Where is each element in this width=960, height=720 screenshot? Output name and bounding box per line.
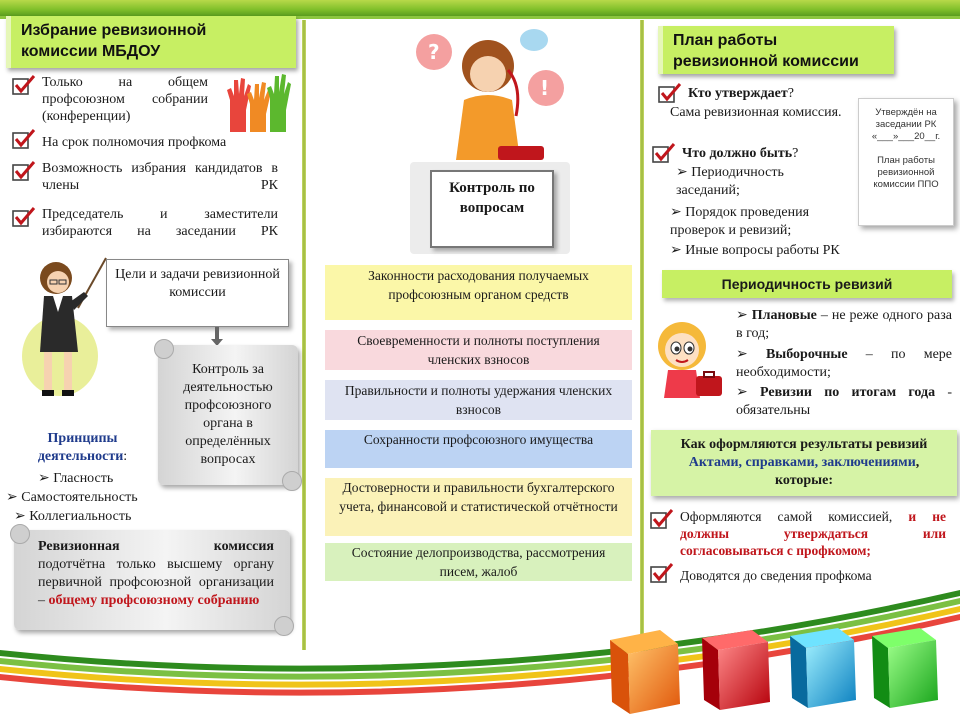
what-mark: ? [792,146,799,161]
control-row-1: Законности расходования получаемых профсоюзным органом средств [325,265,632,320]
doc-approved: Утверждён на заседании РК [875,107,937,130]
checkbox-icon [650,508,674,530]
plan-document-card [858,98,954,226]
principle-1: ➢ Гласность [38,471,114,486]
what-question: Что должно быть [682,146,793,161]
what-sub-3: ➢ Иные вопросы работы РК [670,243,840,258]
left-item-1-text: Только на общем профсоюзном собрании (конференции) [42,75,208,124]
what-sub-2: ➢ Порядок проведения проверок и ревизий; [670,205,810,238]
control-row-2: Своевременности и полноты поступления членских взносов [325,330,632,370]
what-sub-1-text: Периодичность заседаний; [676,165,784,198]
what-sub-3-text: Иные вопросы работы РК [685,243,840,258]
middle-control-title: Контроль по вопросам [430,170,554,248]
raised-hands-icon [224,70,300,134]
who-approves-item [658,82,848,104]
result-item-1-text [680,508,946,559]
results-tail: , которые: [775,455,920,488]
top-green-band [0,0,960,16]
periodicity-3-bold: Ревизии по итогам года [759,385,936,400]
who-mark: ? [787,86,794,101]
principles-colon: : [123,449,128,464]
periodicity-title: Периодичность ревизий [662,270,952,298]
principle-3: ➢ Коллегиальность [14,509,132,524]
control-row-3: Правильности и полноты удержания членских взносов [325,380,632,420]
result-item-1-red: и не должны утверждаться или согласовываться с профкомом; [680,509,946,558]
teacher-illustration [20,252,116,402]
control-row-6: Состояние делопроизводства, рассмотрения писем, жалоб [325,543,632,581]
checkbox-icon [658,82,682,104]
left-item-3-text: Возможность избрания кандидатов в члены РК [42,161,278,193]
arrow-down-icon [210,327,224,347]
result-item-2-text: Доводятся до сведения профкома [680,568,872,583]
checkbox-icon [652,142,676,164]
control-row-4: Сохранности профсоюзного имущества [325,430,632,468]
result-item-1 [650,508,952,559]
principle-1-text: Гласность [53,471,114,486]
result-item-1-normal: Оформляются самой комиссией, [680,509,909,524]
what-sub-2-text: Порядок проведения проверок и ревизий; [670,205,810,238]
left-column-divider [302,20,306,650]
periodicity-3-rest: - обязательны [736,385,952,418]
report-scroll-part1: Ревизионная комиссия [38,539,274,554]
principle-2-text: Самостоятельность [21,490,138,505]
checkbox-icon [12,74,36,96]
right-panel-title: План работы ревизионной комиссии [658,26,894,74]
report-scroll-part3: общему профсоюзному собранию [48,593,260,608]
result-item-2 [650,562,952,584]
svg-text:!: ! [540,76,550,100]
periodicity-1-rest: – не реже одного раза в год; [736,308,952,341]
periodicity-2-bold: Выборочные [765,347,848,362]
results-answer: Актами, справками, заключениями [688,455,916,470]
control-row-5: Достоверности и правильности бухгалтерского учета, финансовой и статистической отчётности [325,478,632,536]
girl-with-bag-illustration [652,318,728,402]
checkbox-icon [12,128,36,150]
who-question: Кто утверждает [688,86,788,101]
left-item-4-text: Председатель и заместители избираются на заседании РК [42,207,278,239]
phone-woman-illustration [412,26,572,166]
what-sub-1: ➢ Периодичность заседаний; [676,165,784,198]
colored-cubes-decoration [600,618,960,720]
checkbox-icon [650,562,674,584]
periodicity-3: ➢ Ревизии по итогам года - обязательны [736,385,952,418]
right-column-divider [640,20,644,650]
results-box [651,430,957,496]
periodicity-2-rest: – по мере необходимости; [736,347,953,380]
left-item-3 [12,160,278,194]
principle-2: ➢ Самостоятельность [6,490,138,505]
goals-box: Цели и задачи ревизионной комиссии [106,259,289,327]
checkbox-icon [12,206,36,228]
periodicity-1-bold: Плановые [751,308,817,323]
periodicity-1: ➢ Плановые – не реже одного раза в год; [736,308,952,341]
left-item-2-text: На срок полномочия профкома [42,135,227,150]
principle-3-text: Коллегиальность [29,509,132,524]
doc-plan: План работы ревизионной комиссии ППО [873,155,939,190]
report-scroll-part2: подотчётна только высшему органу первичной профсоюзной организации – [38,557,274,608]
checkbox-icon [12,160,36,182]
doc-date: «___»___20__г. [871,131,941,142]
control-scroll: Контроль за деятельностью профсоюзного органа в определённых вопросах [158,345,298,485]
what-item [652,142,852,164]
left-item-4 [12,206,278,240]
principles-heading [10,430,155,466]
principles-title: Принципы деятельности [37,431,124,464]
periodicity-2: ➢ Выборочные – по мере необходимости; [736,347,953,380]
results-question: Как оформляются результаты ревизий [680,437,928,452]
left-panel-title: Избрание ревизионной комиссии МБДОУ [6,16,296,68]
who-answer: Сама ревизионная комиссия. [670,105,842,120]
svg-text:?: ? [428,40,440,64]
